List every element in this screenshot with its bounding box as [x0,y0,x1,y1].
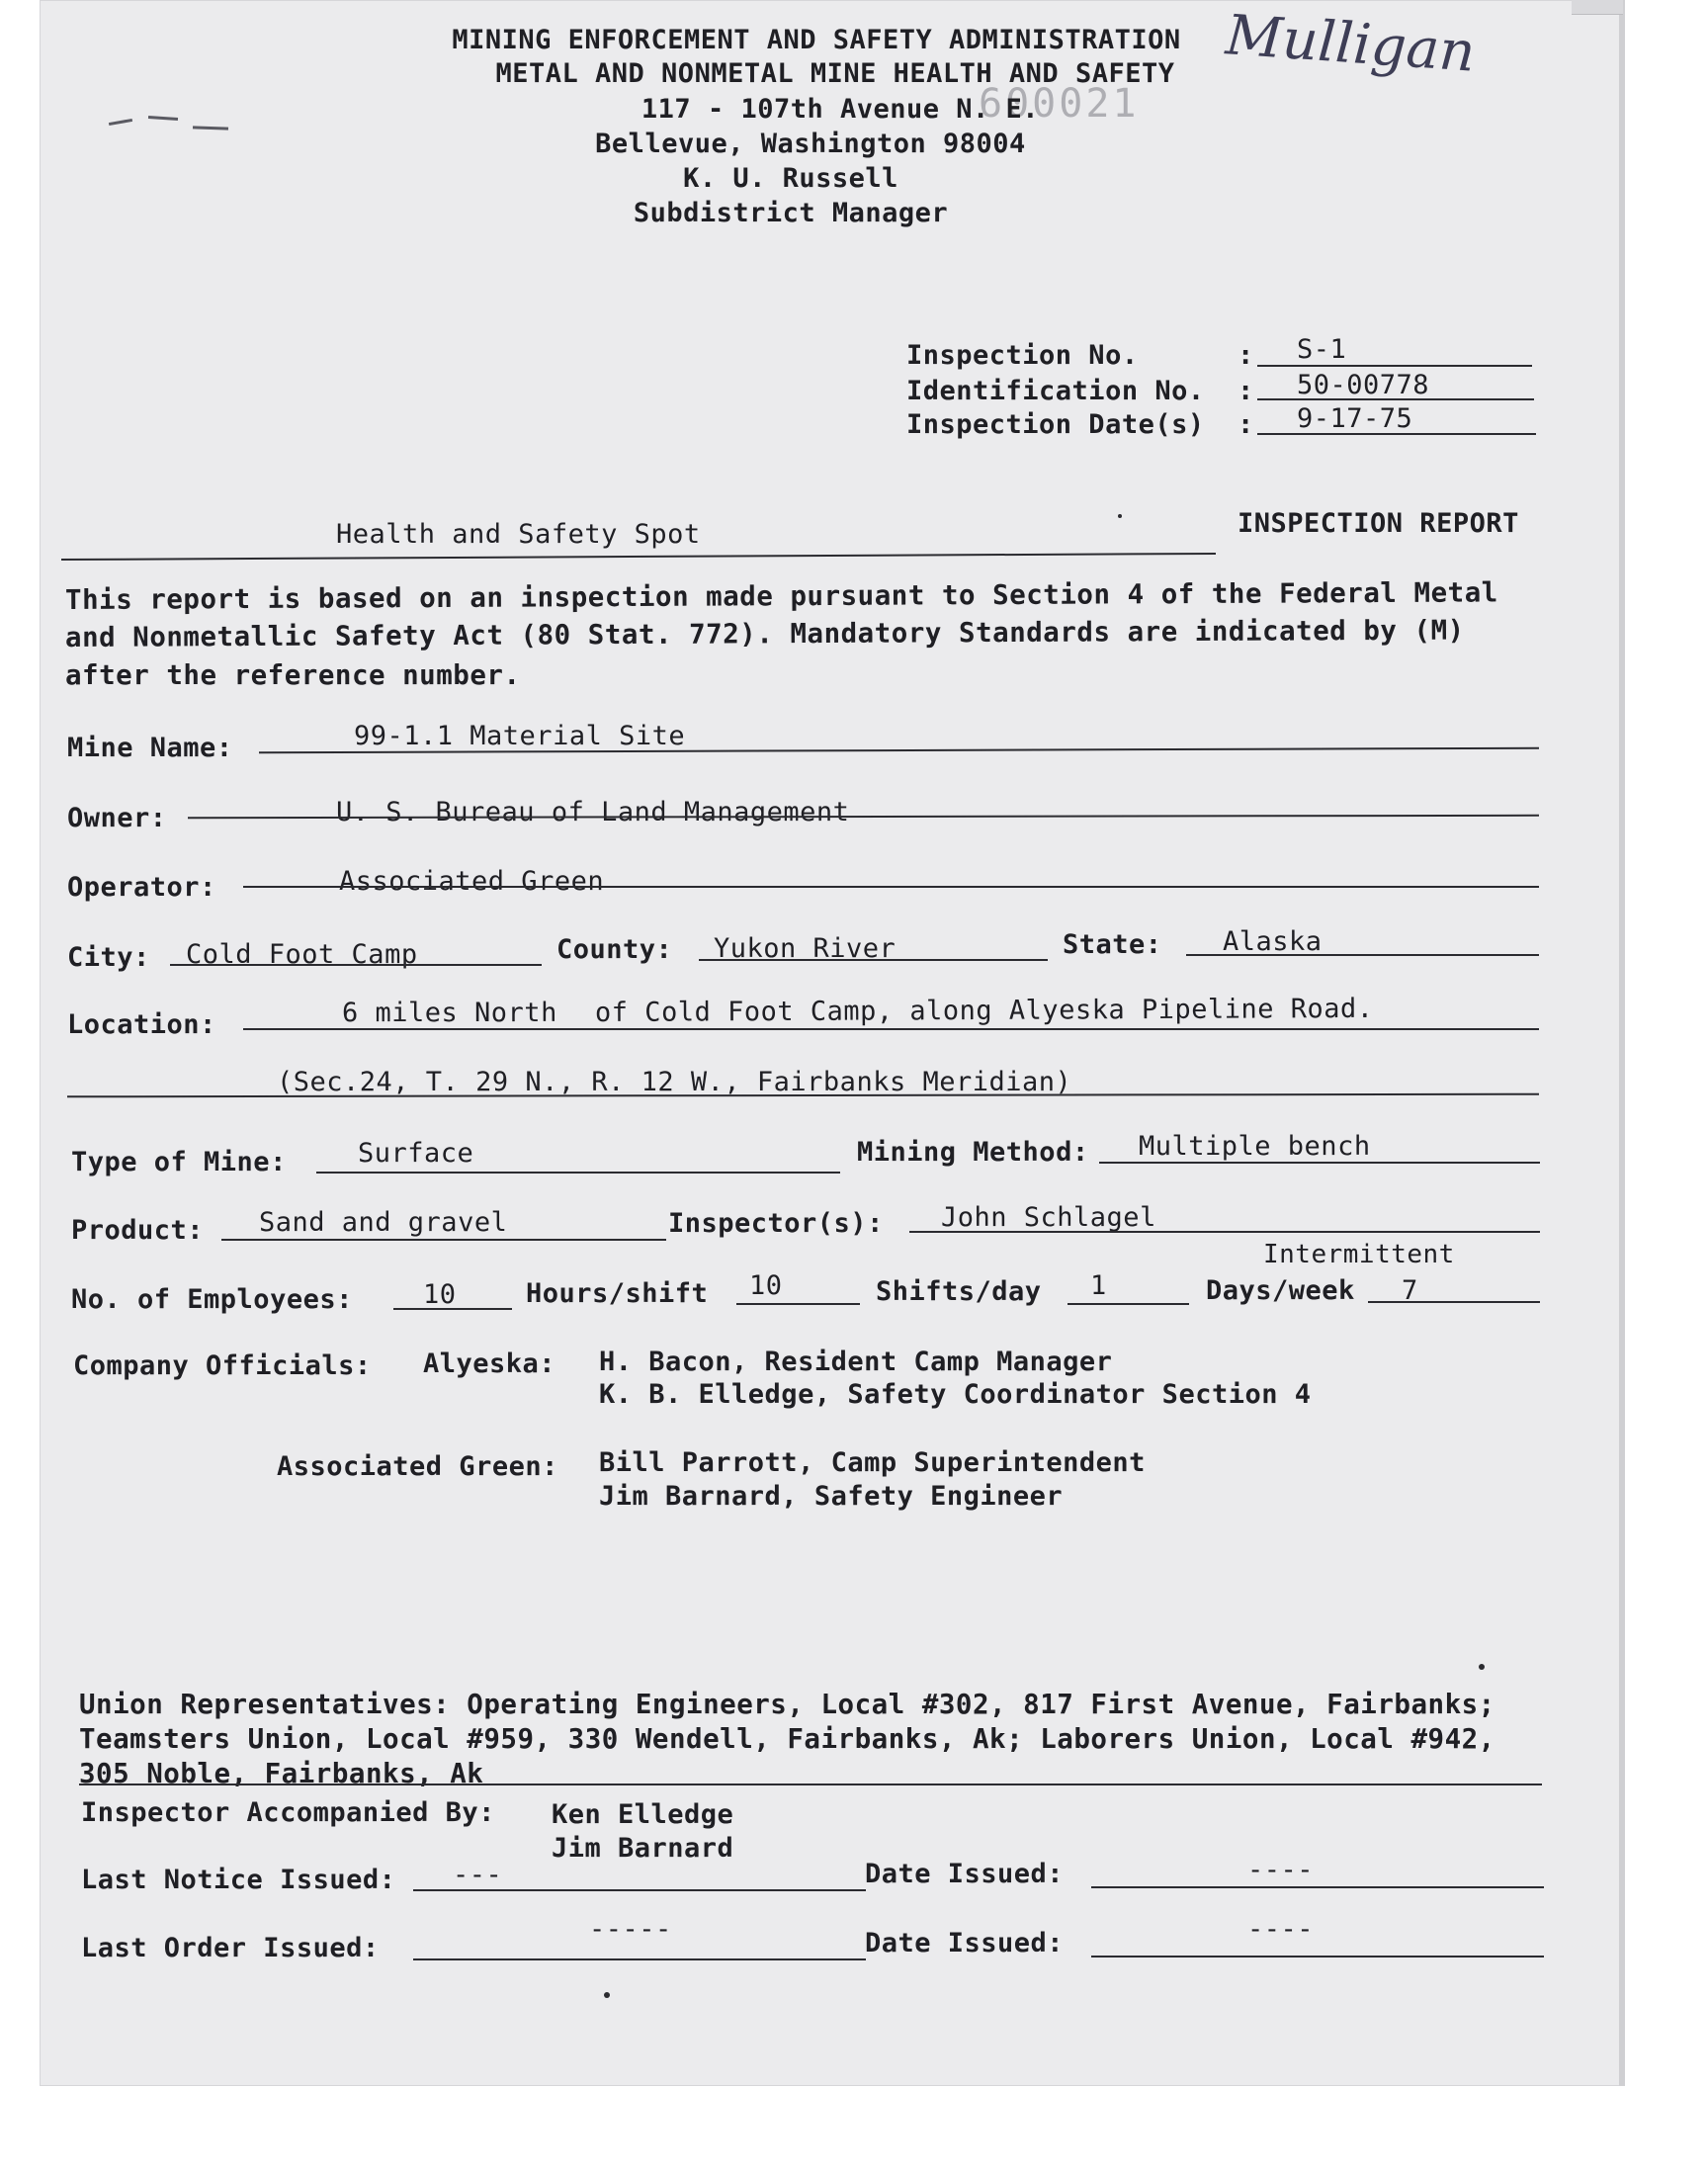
page-edge [1619,0,1625,2086]
hours-label: Hours/shift [526,1278,709,1309]
underline [170,964,542,966]
speck [1118,514,1122,518]
underline [221,1239,666,1241]
identification-no-label: Identification No. [906,376,1205,406]
intro-line-1: This report is based on an inspection made pursuant to Section 4 of the Federal Metal [64,576,1498,616]
mine-name-value: 99-1.1 Material Site [354,721,686,751]
underline [1091,1956,1544,1958]
underline [736,1303,860,1305]
type-of-mine-label: Type of Mine: [71,1147,287,1177]
intro-line-2: and Nonmetallic Safety Act (80 Stat. 772). Mandatory Standards are indicated by (M) [64,614,1465,653]
underline [1099,1162,1540,1164]
stamp-number: 600021 [979,81,1140,127]
last-order-value: ----- [589,1914,672,1945]
page-corner-tab [1572,0,1623,15]
shifts-value: 1 [1090,1270,1107,1301]
identification-no-value: 50-00778 [1297,370,1430,400]
underline [243,886,1539,888]
mine-name-label: Mine Name: [67,733,233,763]
county-value: Yukon River [714,933,897,964]
union-line-2: Teamsters Union, Local #959, 330 Wendell, Fairbanks, Ak; Laborers Union, Local #942, [79,1723,1495,1755]
address-city: Bellevue, Washington 98004 [595,129,1026,159]
colon: : [1238,340,1254,371]
underline [1186,954,1539,956]
location-part-1: 6 miles North [342,998,557,1028]
colon: : [1238,376,1254,406]
inspection-no-label: Inspection No. [906,340,1139,371]
last-notice-label: Last Notice Issued: [81,1865,396,1895]
official-group-2-name: Associated Green: [277,1451,558,1482]
underline [1257,398,1534,400]
official-group-2-line-1: Bill Parrott, Camp Superintendent [599,1447,1146,1478]
address-street: 117 - 107th Avenue N. E. [640,94,1040,125]
division-name: METAL AND NONMETAL MINE HEALTH AND SAFETY [495,58,1175,89]
notice-date-value: ---- [1247,1855,1315,1885]
product-value: Sand and gravel [259,1207,508,1238]
days-value: 7 [1402,1275,1418,1306]
company-officials-label: Company Officials: [73,1350,372,1381]
underline [413,1958,866,1960]
official-group-1-line-2: K. B. Elledge, Safety Coordinator Section 4 [599,1379,1312,1410]
notice-date-label: Date Issued: [865,1859,1065,1889]
underline [1257,365,1532,367]
manager-name: K. U. Russell [683,163,898,194]
underline [1068,1303,1189,1305]
state-value: Alaska [1223,926,1323,957]
underline [243,1028,1539,1030]
inspection-dates-value: 9-17-75 [1297,403,1413,434]
days-note: Intermittent [1263,1240,1455,1269]
last-order-label: Last Order Issued: [81,1933,380,1963]
operator-value: Associated Green [339,866,605,897]
last-notice-value: --- [453,1860,503,1890]
report-type-value: Health and Safety Spot [336,519,701,550]
accompanied-name-1: Ken Elledge [552,1799,734,1830]
location-label: Location: [67,1009,216,1040]
county-label: County: [556,934,673,965]
union-line-3: 305 Noble, Fairbanks, Ak [79,1758,484,1789]
order-date-label: Date Issued: [865,1928,1065,1958]
underline [79,1784,1542,1785]
handwritten-signature: Mulligan [1224,3,1478,85]
underline [393,1308,512,1310]
manager-title: Subdistrict Manager [633,198,949,228]
official-group-2-line-2: Jim Barnard, Safety Engineer [599,1481,1064,1512]
hours-value: 10 [749,1270,783,1301]
union-line-1: Union Representatives: Operating Engineers, Local #302, 817 First Avenue, Fairbanks; [79,1689,1495,1720]
city-value: Cold Foot Camp [186,939,418,970]
product-label: Product: [71,1215,205,1246]
official-group-1-name: Alyeska: [423,1348,556,1379]
location-part-2: of Cold Foot Camp, along Alyeska Pipeline Road. [594,993,1374,1028]
official-group-1-line-1: H. Bacon, Resident Camp Manager [599,1347,1113,1377]
city-label: City: [67,942,150,973]
mining-method-value: Multiple bench [1139,1131,1371,1162]
owner-value: U. S. Bureau of Land Management [336,797,850,827]
inspection-dates-label: Inspection Date(s) [906,409,1205,440]
owner-label: Owner: [67,803,167,833]
speck [1479,1664,1485,1670]
inspectors-value: John Schlagel [941,1202,1156,1233]
type-of-mine-value: Surface [358,1138,474,1169]
employees-value: 10 [423,1279,457,1310]
underline [316,1172,840,1174]
accompanied-label: Inspector Accompanied By: [81,1797,495,1828]
operator-label: Operator: [67,872,216,903]
inspectors-label: Inspector(s): [668,1208,884,1239]
underline [1091,1886,1544,1888]
underline [699,959,1048,961]
underline [1257,433,1536,435]
shifts-label: Shifts/day [876,1276,1042,1307]
inspection-no-value: S-1 [1297,334,1347,365]
state-label: State: [1063,929,1162,960]
accompanied-name-2: Jim Barnard [552,1833,734,1864]
report-type-label: INSPECTION REPORT [1238,508,1519,539]
underline [1368,1301,1540,1303]
order-date-value: ---- [1247,1914,1315,1945]
underline [413,1889,866,1891]
location-line-2: (Sec.24, T. 29 N., R. 12 W., Fairbanks Meridian) [277,1067,1072,1097]
mining-method-label: Mining Method: [857,1137,1089,1168]
colon: : [1238,409,1254,440]
underline [909,1231,1540,1233]
speck [604,1992,610,1998]
agency-name: MINING ENFORCEMENT AND SAFETY ADMINISTRATION [452,25,1181,55]
days-label: Days/week [1206,1275,1355,1306]
employees-label: No. of Employees: [71,1284,353,1315]
intro-line-3: after the reference number. [65,659,521,691]
